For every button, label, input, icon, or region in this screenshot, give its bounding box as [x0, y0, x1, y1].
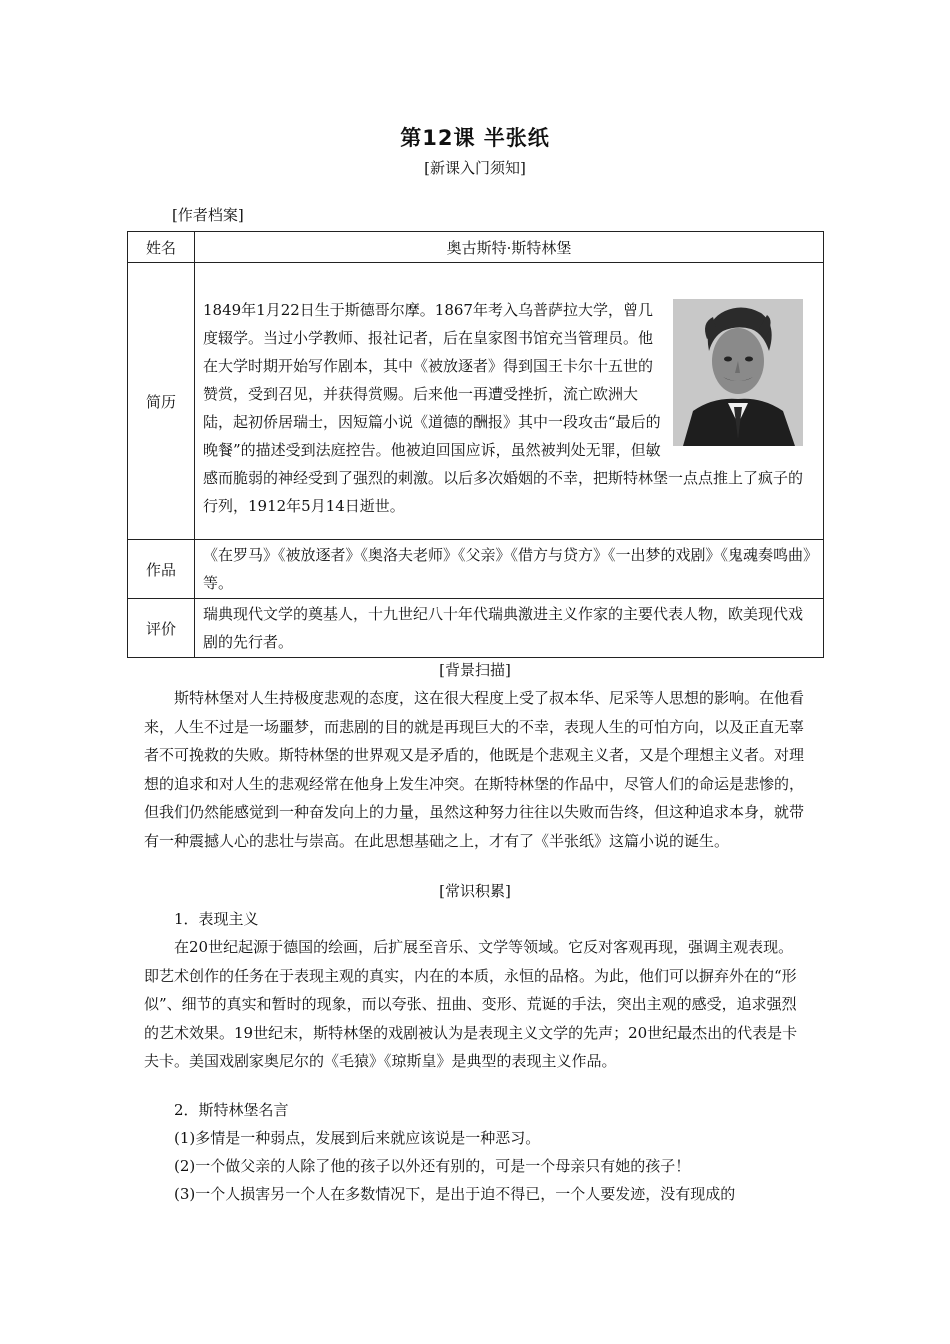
knowledge-item1-heading: 1．表现主义 — [174, 910, 259, 928]
background-section-label: [背景扫描] — [439, 661, 511, 679]
eval-value: 瑞典现代文学的奠基人，十九世纪八十年代瑞典激进主义作家的主要代表人物，欧美现代戏剧的先行者。 — [195, 599, 824, 658]
knowledge-item1-text: 在20世纪起源于德国的绘画，后扩展至音乐、文学等领域。它反对客观再现，强调主观表现。即艺术创作的任务在于表现主观的真实，内在的本质，永恒的品格。为此，他们可以摒弃外在的“形似”、细节的真实和暂时的现象，而以夸张、扭曲、变形、荒诞的手法，突出主观的感受，追求强烈的艺术效果。19世纪末，斯特林堡的戏剧被认为是表现主义文学的先声；20世纪最杰出的代表是卡夫卡。美国戏剧家奥尼尔的《毛猿》《琼斯皇》是典型的表现主义作品。 — [144, 938, 798, 1070]
table-row — [128, 540, 824, 599]
table-row — [128, 599, 824, 658]
works-key: 作品 — [128, 540, 195, 599]
table-row — [128, 263, 824, 540]
works-value: 《在罗马》《被放逐者》《奥洛夫老师》《父亲》《借方与贷方》《一出梦的戏剧》《鬼魂奏鸣曲》等。 — [195, 540, 824, 599]
eval-key: 评价 — [128, 599, 195, 658]
name-key: 姓名 — [128, 232, 195, 263]
quote-2: (2)一个做父亲的人除了他的孩子以外还有别的，可是一个母亲只有她的孩子！ — [174, 1157, 691, 1175]
bio-text: 1849年1月22日生于斯德哥尔摩。1867年考入乌普萨拉大学，曾几度辍学。当过小学教师、报社记者，后在皇家图书馆充当管理员。他在大学时期开始写作剧本，其中《被放逐者》得到国王卡尔十五世的赞赏，受到召见，并获得赏赐。后来他一再遭受挫折，流亡欧洲大陆，起初侨居瑞士，因短篇小说《道德的酬报》其中一段攻击“最后的晚餐”的描述受到法庭控告。他被迫回国应诉，虽然被判处无罪，但敏感而脆弱的神经受到了强烈的刺激。以后多次婚姻的不幸，把斯特林堡一点点推上了疯子的行列，1912年5月14日逝世。 — [203, 300, 804, 515]
author-table — [127, 231, 824, 658]
page-title: 第12课 半张纸 — [400, 126, 550, 150]
knowledge-item2-heading: 2．斯特林堡名言 — [174, 1101, 289, 1119]
bio-cell — [195, 263, 824, 540]
background-paragraph: 斯特林堡对人生持极度悲观的态度，这在很大程度上受了叔本华、尼采等人思想的影响。在他看来，人生不过是一场噩梦，而悲剧的目的就是再现巨大的不幸，表现人生的可怕方向，以及正直无辜者不可挽救的失败。斯特林堡的世界观又是矛盾的，他既是个悲观主义者，又是个理想主义者。对理想的追求和对人生的悲观经常在他身上发生冲突。在斯特林堡的作品中，尽管人们的命运是悲惨的，但我们仍然能感觉到一种奋发向上的力量，虽然这种努力往往以失败而告终，但这种追求本身，就带有一种震撼人心的悲壮与崇高。在此思想基础之上，才有了《半张纸》这篇小说的诞生。 — [144, 689, 805, 850]
table-row — [128, 232, 824, 263]
author-portrait — [673, 299, 803, 446]
bio-key: 简历 — [128, 263, 195, 540]
name-value: 奥古斯特·斯特林堡 — [195, 232, 824, 263]
author-section-label: [作者档案] — [172, 206, 244, 224]
quote-3: (3)一个人损害另一个人在多数情况下，是出于迫不得已，一个人要发迹，没有现成的 — [174, 1185, 736, 1203]
quote-1: (1)多情是一种弱点，发展到后来就应该说是一种恶习。 — [174, 1129, 541, 1147]
knowledge-section-label: [常识积累] — [439, 882, 511, 900]
page-subtitle: [新课入门须知] — [424, 159, 526, 177]
